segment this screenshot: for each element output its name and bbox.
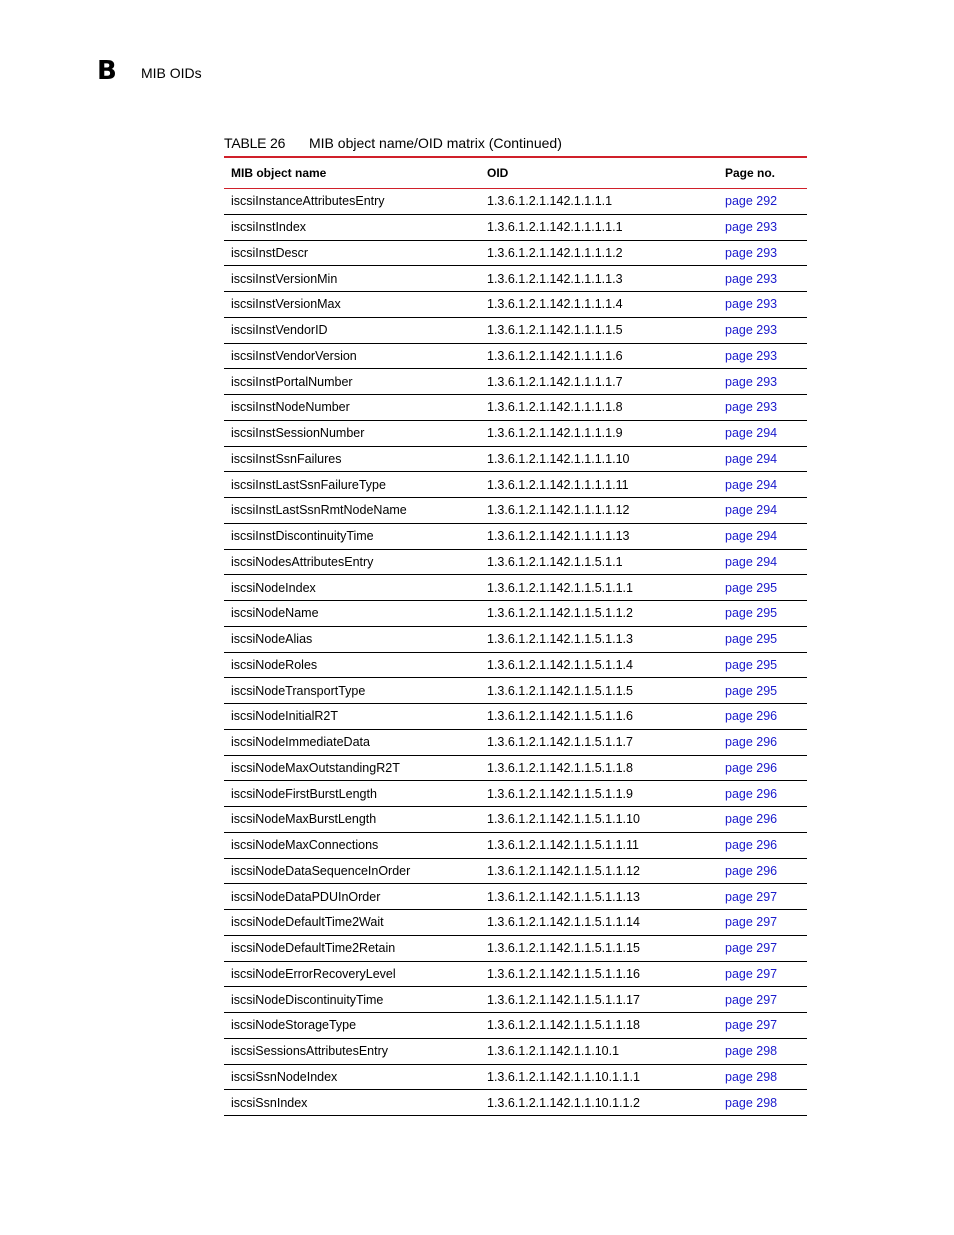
- page-link[interactable]: page 298: [725, 1044, 778, 1059]
- mib-object-name-cell: [224, 884, 480, 910]
- mib-object-name-cell: [224, 1064, 480, 1090]
- mib-object-name-cell: [224, 343, 480, 369]
- page-link[interactable]: page 293: [725, 348, 778, 363]
- mib-object-name-cell: iscsiSsnIndex: [231, 1095, 308, 1110]
- page-link[interactable]: page 294: [725, 554, 778, 569]
- page-cell: [718, 961, 807, 987]
- table-row: [224, 1038, 807, 1064]
- column-header-name: MIB object name: [224, 157, 480, 189]
- oid-cell: 1.3.6.1.2.1.142.1.1.5.1.1.3: [487, 632, 633, 647]
- oid-cell: 1.3.6.1.2.1.142.1.1.5.1.1.7: [487, 735, 633, 750]
- mib-object-name-cell: iscsiSessionsAttributesEntry: [231, 1044, 389, 1059]
- table-caption: [224, 135, 807, 153]
- table-row: [224, 601, 807, 627]
- oid-cell: 1.3.6.1.2.1.142.1.1.1.1.2: [487, 245, 623, 260]
- oid-cell: [480, 704, 718, 730]
- appendix-letter: B: [97, 56, 117, 86]
- page-cell: [718, 1013, 807, 1039]
- page-cell: [718, 266, 807, 292]
- mib-object-name-cell: [224, 240, 480, 266]
- oid-cell: [480, 832, 718, 858]
- mib-object-name-cell: iscsiNodeMaxBurstLength: [231, 812, 377, 827]
- oid-cell: 1.3.6.1.2.1.142.1.1.5.1.1.12: [487, 863, 640, 878]
- mib-object-name-cell: [224, 214, 480, 240]
- table-header: [224, 157, 807, 189]
- mib-object-name-cell: [224, 652, 480, 678]
- table-row: [224, 317, 807, 343]
- oid-cell: 1.3.6.1.2.1.142.1.1.1.1.7: [487, 374, 623, 389]
- oid-cell: [480, 652, 718, 678]
- page-cell: [718, 678, 807, 704]
- oid-cell: [480, 1038, 718, 1064]
- page-link[interactable]: page 297: [725, 941, 778, 956]
- section-title: MIB OIDs: [141, 65, 202, 81]
- page-link[interactable]: page 295: [725, 606, 778, 621]
- page-cell: [718, 472, 807, 498]
- page-cell: [718, 755, 807, 781]
- table-row: [224, 395, 807, 421]
- page-link[interactable]: page 297: [725, 992, 778, 1007]
- oid-cell: 1.3.6.1.2.1.142.1.1.5.1.1.18: [487, 1018, 640, 1033]
- mib-object-name-cell: [224, 292, 480, 318]
- oid-cell: 1.3.6.1.2.1.142.1.1.1.1.12: [487, 503, 630, 518]
- oid-cell: 1.3.6.1.2.1.142.1.1.10.1.1.2: [487, 1095, 640, 1110]
- page-cell: [718, 369, 807, 395]
- page-link[interactable]: page 293: [725, 400, 778, 415]
- table-title: MIB object name/OID matrix (Continued): [309, 135, 562, 151]
- table-row: [224, 420, 807, 446]
- table-row: [224, 755, 807, 781]
- table-row: [224, 446, 807, 472]
- mib-object-name-cell: iscsiNodeDataPDUInOrder: [231, 889, 381, 904]
- mib-object-name-cell: [224, 832, 480, 858]
- page-link[interactable]: page 294: [725, 529, 778, 544]
- oid-cell: 1.3.6.1.2.1.142.1.1.5.1.1.5: [487, 683, 633, 698]
- oid-cell: 1.3.6.1.2.1.142.1.1.1.1.9: [487, 426, 623, 441]
- oid-cell: [480, 858, 718, 884]
- mib-object-name-cell: [224, 729, 480, 755]
- table-body: [224, 189, 807, 1116]
- oid-cell: [480, 807, 718, 833]
- table-row: [224, 729, 807, 755]
- table-row: [224, 884, 807, 910]
- page-link[interactable]: page 296: [725, 735, 778, 750]
- page-cell: [718, 292, 807, 318]
- column-header-oid: OID: [480, 157, 718, 189]
- oid-cell: 1.3.6.1.2.1.142.1.1.5.1.1.11: [487, 838, 639, 853]
- oid-cell: [480, 1013, 718, 1039]
- table-row: [224, 652, 807, 678]
- oid-cell: [480, 935, 718, 961]
- page-cell: [718, 704, 807, 730]
- table-row: [224, 189, 807, 215]
- page-link[interactable]: page 296: [725, 863, 778, 878]
- mib-object-name-cell: iscsiNodeInitialR2T: [231, 709, 338, 724]
- oid-cell: 1.3.6.1.2.1.142.1.1.5.1.1.8: [487, 760, 633, 775]
- mib-object-name-cell: iscsiInstSessionNumber: [231, 426, 365, 441]
- page-link[interactable]: page 293: [725, 245, 778, 260]
- mib-object-name-cell: [224, 549, 480, 575]
- page-link[interactable]: page 293: [725, 323, 778, 338]
- page-cell: [718, 601, 807, 627]
- oid-cell: [480, 472, 718, 498]
- mib-object-name-cell: iscsiInstVersionMax: [231, 297, 341, 312]
- oid-cell: [480, 884, 718, 910]
- oid-cell: [480, 369, 718, 395]
- mib-object-name-cell: [224, 395, 480, 421]
- mib-object-name-cell: iscsiNodeIndex: [231, 580, 316, 595]
- page-cell: [718, 549, 807, 575]
- mib-object-name-cell: [224, 704, 480, 730]
- mib-object-name-cell: iscsiSsnNodeIndex: [231, 1069, 338, 1084]
- mib-object-name-cell: [224, 935, 480, 961]
- table-row: [224, 987, 807, 1013]
- mib-object-name-cell: iscsiInstVersionMin: [231, 271, 338, 286]
- table-row: [224, 472, 807, 498]
- page-link[interactable]: page 296: [725, 760, 778, 775]
- oid-cell: 1.3.6.1.2.1.142.1.1.1.1.11: [487, 477, 629, 492]
- page-cell: [718, 626, 807, 652]
- oid-cell: 1.3.6.1.2.1.142.1.1.1.1: [487, 194, 613, 209]
- oid-cell: 1.3.6.1.2.1.142.1.1.1.1.10: [487, 451, 630, 466]
- page-link[interactable]: page 293: [725, 220, 778, 235]
- mib-object-name-cell: [224, 601, 480, 627]
- mib-object-name-cell: [224, 910, 480, 936]
- page-link[interactable]: page 296: [725, 786, 778, 801]
- mib-object-name-cell: iscsiNodeDataSequenceInOrder: [231, 863, 411, 878]
- page-cell: [718, 1090, 807, 1116]
- mib-object-name-cell: iscsiNodeDiscontinuityTime: [231, 992, 384, 1007]
- mib-object-name-cell: [224, 189, 480, 215]
- mib-object-name-cell: [224, 1038, 480, 1064]
- table-row: [224, 214, 807, 240]
- page-cell: [718, 781, 807, 807]
- mib-object-name-cell: iscsiInstLastSsnRmtNodeName: [231, 503, 407, 518]
- oid-cell: [480, 755, 718, 781]
- mib-object-name-cell: iscsiInstVendorID: [231, 323, 328, 338]
- mib-object-name-cell: iscsiNodeMaxConnections: [231, 838, 379, 853]
- table-row: [224, 498, 807, 524]
- oid-cell: [480, 626, 718, 652]
- page-link[interactable]: page 295: [725, 657, 778, 672]
- table-row: [224, 575, 807, 601]
- mib-object-name-cell: [224, 626, 480, 652]
- table-row: [224, 781, 807, 807]
- mib-object-name-cell: iscsiNodeImmediateData: [231, 735, 370, 750]
- mib-object-name-cell: iscsiInstNodeNumber: [231, 400, 350, 415]
- mib-object-name-cell: iscsiNodeDefaultTime2Wait: [231, 915, 384, 930]
- mib-object-name-cell: [224, 858, 480, 884]
- page-cell: [718, 1038, 807, 1064]
- mib-object-name-cell: iscsiNodeName: [231, 606, 319, 621]
- table-row: [224, 626, 807, 652]
- table-row: [224, 807, 807, 833]
- table-row: [224, 369, 807, 395]
- oid-cell: 1.3.6.1.2.1.142.1.1.5.1.1.14: [487, 915, 640, 930]
- mib-object-name-cell: iscsiInstVendorVersion: [231, 348, 357, 363]
- mib-object-name-cell: [224, 807, 480, 833]
- oid-cell: 1.3.6.1.2.1.142.1.1.5.1.1: [487, 554, 623, 569]
- page-link[interactable]: page 295: [725, 580, 778, 595]
- oid-cell: [480, 420, 718, 446]
- oid-cell: [480, 961, 718, 987]
- oid-cell: 1.3.6.1.2.1.142.1.1.1.1.1: [487, 220, 623, 235]
- table-row: [224, 704, 807, 730]
- oid-cell: [480, 317, 718, 343]
- mib-object-name-cell: iscsiNodeFirstBurstLength: [231, 786, 377, 801]
- page-link[interactable]: page 296: [725, 709, 778, 724]
- mib-object-name-cell: iscsiNodeAlias: [231, 632, 313, 647]
- table-row: [224, 961, 807, 987]
- mib-object-name-cell: [224, 420, 480, 446]
- page-cell: [718, 652, 807, 678]
- oid-cell: 1.3.6.1.2.1.142.1.1.1.1.6: [487, 348, 623, 363]
- oid-cell: [480, 266, 718, 292]
- page-cell: [718, 807, 807, 833]
- mib-object-name-cell: iscsiInstDescr: [231, 245, 309, 260]
- table-row: [224, 832, 807, 858]
- table-row: [224, 266, 807, 292]
- page-link[interactable]: page 294: [725, 477, 778, 492]
- page-link[interactable]: page 294: [725, 426, 778, 441]
- oid-cell: [480, 523, 718, 549]
- mib-object-name-cell: iscsiInstanceAttributesEntry: [231, 194, 385, 209]
- oid-cell: 1.3.6.1.2.1.142.1.1.5.1.1.2: [487, 606, 633, 621]
- page-cell: [718, 987, 807, 1013]
- mib-object-name-cell: iscsiNodeTransportType: [231, 683, 366, 698]
- oid-cell: 1.3.6.1.2.1.142.1.1.10.1: [487, 1044, 620, 1059]
- mib-object-name-cell: iscsiNodeDefaultTime2Retain: [231, 941, 396, 956]
- oid-cell: [480, 1064, 718, 1090]
- mib-object-name-cell: [224, 266, 480, 292]
- table-row: [224, 935, 807, 961]
- mib-object-name-cell: [224, 678, 480, 704]
- page-cell: [718, 575, 807, 601]
- oid-cell: [480, 781, 718, 807]
- page-cell: [718, 884, 807, 910]
- mib-object-name-cell: [224, 523, 480, 549]
- mib-object-name-cell: iscsiInstSsnFailures: [231, 451, 342, 466]
- header-row: [224, 157, 807, 189]
- oid-cell: [480, 395, 718, 421]
- table-row: [224, 523, 807, 549]
- mib-oid-table: [224, 156, 807, 1116]
- page-link[interactable]: page 298: [725, 1095, 778, 1110]
- page-cell: [718, 858, 807, 884]
- page-link[interactable]: page 298: [725, 1069, 778, 1084]
- oid-cell: [480, 214, 718, 240]
- page-link[interactable]: page 292: [725, 194, 778, 209]
- page-link[interactable]: page 293: [725, 374, 778, 389]
- mib-object-name-cell: iscsiNodeErrorRecoveryLevel: [231, 966, 396, 981]
- table-row: [224, 858, 807, 884]
- oid-cell: 1.3.6.1.2.1.142.1.1.1.1.4: [487, 297, 623, 312]
- page-cell: [718, 446, 807, 472]
- page-cell: [718, 729, 807, 755]
- page-cell: [718, 420, 807, 446]
- mib-object-name-cell: [224, 369, 480, 395]
- mib-object-name-cell: [224, 472, 480, 498]
- table-row: [224, 910, 807, 936]
- page-link[interactable]: page 293: [725, 271, 778, 286]
- page-link[interactable]: page 294: [725, 503, 778, 518]
- oid-cell: 1.3.6.1.2.1.142.1.1.5.1.1.1: [487, 580, 633, 595]
- oid-cell: [480, 575, 718, 601]
- oid-cell: [480, 446, 718, 472]
- page-link[interactable]: page 297: [725, 889, 778, 904]
- mib-object-name-cell: [224, 961, 480, 987]
- table-row: [224, 1013, 807, 1039]
- page-cell: [718, 910, 807, 936]
- page-link[interactable]: page 296: [725, 812, 778, 827]
- oid-cell: 1.3.6.1.2.1.142.1.1.1.1.5: [487, 323, 623, 338]
- oid-cell: 1.3.6.1.2.1.142.1.1.10.1.1.1: [487, 1069, 640, 1084]
- mib-object-name-cell: [224, 498, 480, 524]
- page-link[interactable]: page 297: [725, 915, 778, 930]
- table-row: [224, 1064, 807, 1090]
- mib-object-name-cell: iscsiInstDiscontinuityTime: [231, 529, 374, 544]
- oid-cell: [480, 292, 718, 318]
- mib-object-name-cell: [224, 446, 480, 472]
- table-row: [224, 343, 807, 369]
- oid-cell: [480, 1090, 718, 1116]
- table-row: [224, 240, 807, 266]
- page-link[interactable]: page 297: [725, 1018, 778, 1033]
- page-cell: [718, 395, 807, 421]
- oid-cell: [480, 549, 718, 575]
- oid-cell: [480, 601, 718, 627]
- page-cell: [718, 214, 807, 240]
- oid-cell: 1.3.6.1.2.1.142.1.1.1.1.8: [487, 400, 623, 415]
- mib-object-name-cell: iscsiInstIndex: [231, 220, 307, 235]
- mib-object-name-cell: iscsiInstPortalNumber: [231, 374, 353, 389]
- mib-object-name-cell: [224, 1013, 480, 1039]
- page-cell: [718, 343, 807, 369]
- mib-object-name-cell: iscsiNodeMaxOutstandingR2T: [231, 760, 400, 775]
- oid-cell: 1.3.6.1.2.1.142.1.1.5.1.1.4: [487, 657, 633, 672]
- oid-cell: 1.3.6.1.2.1.142.1.1.1.1.13: [487, 529, 630, 544]
- mib-object-name-cell: iscsiNodesAttributesEntry: [231, 554, 374, 569]
- oid-cell: 1.3.6.1.2.1.142.1.1.5.1.1.10: [487, 812, 640, 827]
- oid-cell: 1.3.6.1.2.1.142.1.1.5.1.1.15: [487, 941, 640, 956]
- table-row: [224, 678, 807, 704]
- page-link[interactable]: page 294: [725, 451, 778, 466]
- oid-cell: 1.3.6.1.2.1.142.1.1.5.1.1.6: [487, 709, 633, 724]
- oid-cell: 1.3.6.1.2.1.142.1.1.5.1.1.13: [487, 889, 640, 904]
- page-cell: [718, 523, 807, 549]
- page-link[interactable]: page 295: [725, 683, 778, 698]
- mib-object-name-cell: [224, 755, 480, 781]
- mib-object-name-cell: [224, 317, 480, 343]
- page-cell: [718, 189, 807, 215]
- column-header-page: Page no.: [718, 157, 807, 189]
- oid-cell: [480, 729, 718, 755]
- table-label: TABLE 26: [224, 135, 286, 151]
- page-cell: [718, 1064, 807, 1090]
- mib-object-name-cell: iscsiNodeStorageType: [231, 1018, 357, 1033]
- oid-cell: [480, 987, 718, 1013]
- page-link[interactable]: page 295: [725, 632, 778, 647]
- page-cell: [718, 317, 807, 343]
- mib-object-name-cell: iscsiInstLastSsnFailureType: [231, 477, 386, 492]
- oid-cell: 1.3.6.1.2.1.142.1.1.5.1.1.17: [487, 992, 640, 1007]
- page-link[interactable]: page 297: [725, 966, 778, 981]
- oid-cell: [480, 678, 718, 704]
- oid-cell: [480, 189, 718, 215]
- page-link[interactable]: page 296: [725, 838, 778, 853]
- page-cell: [718, 240, 807, 266]
- oid-cell: 1.3.6.1.2.1.142.1.1.5.1.1.16: [487, 966, 640, 981]
- table-row: [224, 1090, 807, 1116]
- page-cell: [718, 498, 807, 524]
- oid-cell: [480, 343, 718, 369]
- page-cell: [718, 832, 807, 858]
- mib-object-name-cell: iscsiNodeRoles: [231, 657, 318, 672]
- mib-object-name-cell: [224, 987, 480, 1013]
- page-cell: [718, 935, 807, 961]
- page-link[interactable]: page 293: [725, 297, 778, 312]
- mib-object-name-cell: [224, 1090, 480, 1116]
- oid-cell: 1.3.6.1.2.1.142.1.1.5.1.1.9: [487, 786, 633, 801]
- table-row: [224, 292, 807, 318]
- oid-cell: [480, 498, 718, 524]
- mib-object-name-cell: [224, 575, 480, 601]
- table-row: [224, 549, 807, 575]
- oid-cell: 1.3.6.1.2.1.142.1.1.1.1.3: [487, 271, 623, 286]
- mib-oid-table-container: [224, 156, 807, 1116]
- mib-object-name-cell: [224, 781, 480, 807]
- oid-cell: [480, 240, 718, 266]
- oid-cell: [480, 910, 718, 936]
